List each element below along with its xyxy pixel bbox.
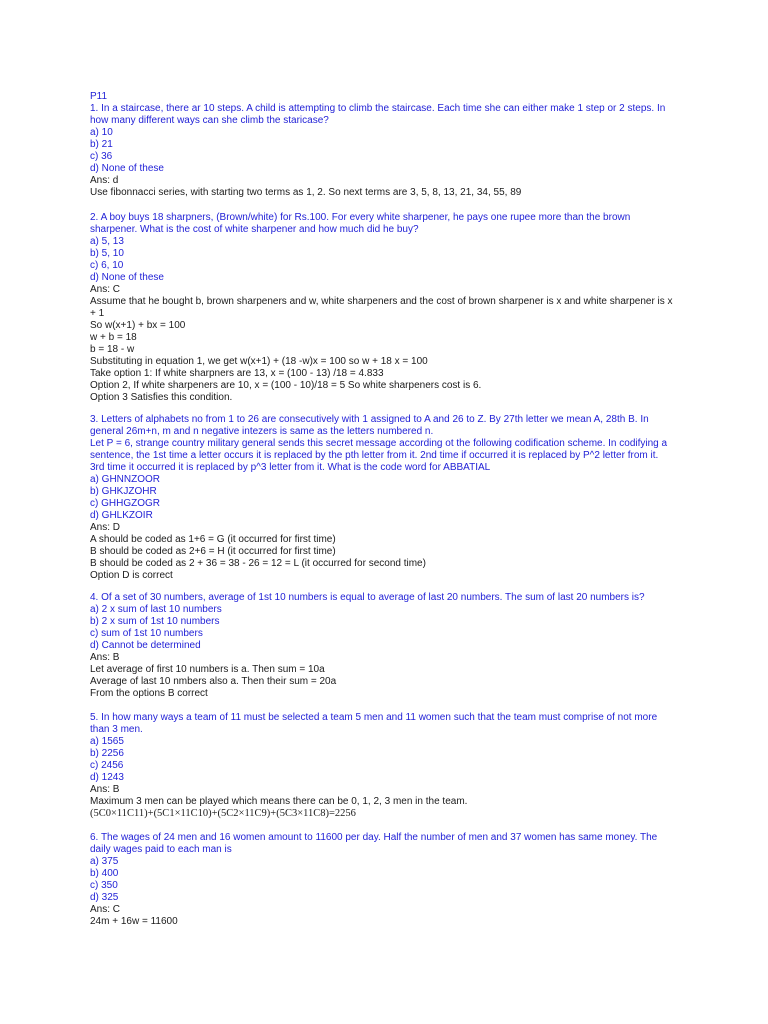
- question-line: a) 1565: [90, 736, 124, 747]
- question-line: a) 2 x sum of last 10 numbers: [90, 604, 222, 615]
- question-line: 3. Letters of alphabets no from 1 to 26 are consecutively with 1 assigned to A and 26 to Z. By 27th letter we mean A, 28th B. In: [90, 414, 649, 425]
- question-block-5: [90, 712, 690, 820]
- answer-line: So w(x+1) + bx = 100: [90, 320, 186, 331]
- answer-line: Option 2, If white sharpeners are 10, x = (100 - 10)/18 = 5 So white sharpeners cost is 6.: [90, 380, 482, 391]
- answer-line: Ans: C: [90, 904, 121, 915]
- answer-line: Assume that he bought b, brown sharpeners and w, white sharpeners and the cost of brown sharpener is x and white sharpener is x: [90, 296, 673, 307]
- answer-line: Option D is correct: [90, 570, 173, 581]
- answer-line: Use fibonnacci series, with starting two terms as 1, 2. So next terms are 3, 5, 8, 13, 21, 34, 55, 89: [90, 187, 522, 198]
- question-line: a) 375: [90, 856, 119, 867]
- question-line: d) 1243: [90, 772, 124, 783]
- question-line: b) 2 x sum of 1st 10 numbers: [90, 616, 220, 627]
- question-line: c) 350: [90, 880, 118, 891]
- question-line: d) GHLKZOIR: [90, 510, 153, 521]
- question-line: 1. In a staircase, there ar 10 steps. A child is attempting to climb the staircase. Each time she can either make 1 step or 2 steps. In: [90, 103, 666, 114]
- answer-line: b = 18 - w: [90, 344, 135, 355]
- question-line: 4. Of a set of 30 numbers, average of 1st 10 numbers is equal to average of last 20 numbers. The sum of last 20 numbers is?: [90, 592, 645, 603]
- answer-line: Ans: D: [90, 522, 121, 533]
- question-line: how many different ways can she climb the staricase?: [90, 115, 329, 126]
- question-line: c) GHHGZOGR: [90, 498, 160, 509]
- answer-line: Ans: C: [90, 284, 121, 295]
- question-line: b) 5, 10: [90, 248, 124, 259]
- question-line: b) 400: [90, 868, 119, 879]
- answer-line: From the options B correct: [90, 688, 208, 699]
- question-line: d) Cannot be determined: [90, 640, 201, 651]
- question-line: b) 21: [90, 139, 113, 150]
- answer-line: Ans: B: [90, 784, 120, 795]
- question-line: general 26m+n, m and n negative intezers is same as the letters numbered n.: [90, 426, 434, 437]
- question-line: 2. A boy buys 18 sharpners, (Brown/white) for Rs.100. For every white sharpener, he pays one rupee more than the brown: [90, 212, 631, 223]
- answer-line: B should be coded as 2+6 = H (it occurred for first time): [90, 546, 336, 557]
- question-block-4: [90, 592, 690, 700]
- question-line: 3rd time it occurred it is replaced by p^3 letter from it. What is the code word for ABBATIAL: [90, 462, 491, 473]
- question-line: Let P = 6, strange country military general sends this secret message according ot the following codification scheme. In codifying a: [90, 438, 668, 449]
- question-line: c) sum of 1st 10 numbers: [90, 628, 203, 639]
- answer-line: Substituting in equation 1, we get w(x+1) + (18 -w)x = 100 so w + 18 x = 100: [90, 356, 428, 367]
- question-line: 6. The wages of 24 men and 16 women amount to 11600 per day. Half the number of men and 37 women has same money. The: [90, 832, 658, 843]
- question-line: c) 6, 10: [90, 260, 124, 271]
- question-line: c) 2456: [90, 760, 124, 771]
- answer-line: w + b = 18: [90, 332, 137, 343]
- question-block-1: [90, 91, 690, 199]
- answer-line: Ans: d: [90, 175, 119, 186]
- question-line: daily wages paid to each man is: [90, 844, 232, 855]
- question-line: than 3 men.: [90, 724, 143, 735]
- question-line: d) None of these: [90, 163, 164, 174]
- question-line: d) 325: [90, 892, 119, 903]
- question-line: sentence, the 1st time a letter occurs it is replaced by the pth letter from it. 2nd time if occurred it is replaced by P^2 letter from it.: [90, 450, 659, 461]
- answer-line: Option 3 Satisfies this condition.: [90, 392, 233, 403]
- question-line: sharpener. What is the cost of white sharpener and how much did he buy?: [90, 224, 419, 235]
- question-line: a) GHNNZOOR: [90, 474, 160, 485]
- answer-line: Ans: B: [90, 652, 120, 663]
- answer-line: Let average of first 10 numbers is a. Then sum = 10a: [90, 664, 325, 675]
- formula-line: (5C0×11C11)+(5C1×11C10)+(5C2×11C9)+(5C3×11C8)=2256: [90, 808, 356, 819]
- question-line: d) None of these: [90, 272, 164, 283]
- answer-line: 24m + 16w = 11600: [90, 916, 178, 927]
- question-line: P11: [90, 91, 108, 102]
- question-block-2: [90, 212, 690, 404]
- question-line: a) 5, 13: [90, 236, 124, 247]
- question-line: 5. In how many ways a team of 11 must be selected a team 5 men and 11 women such that the team must comprise of not more: [90, 712, 658, 723]
- answer-line: B should be coded as 2 + 36 = 38 - 26 = 12 = L (it occurred for second time): [90, 558, 426, 569]
- question-line: c) 36: [90, 151, 113, 162]
- question-line: a) 10: [90, 127, 113, 138]
- question-line: b) GHKJZOHR: [90, 486, 157, 497]
- answer-line: + 1: [90, 308, 105, 319]
- answer-line: A should be coded as 1+6 = G (it occurred for first time): [90, 534, 336, 545]
- question-block-6: [90, 832, 690, 928]
- answer-line: Maximum 3 men can be played which means there can be 0, 1, 2, 3 men in the team.: [90, 796, 468, 807]
- answer-line: Take option 1: If white sharpners are 13, x = (100 - 13) /18 = 4.833: [90, 368, 384, 379]
- question-block-3: [90, 414, 690, 582]
- answer-line: Average of last 10 nmbers also a. Then their sum = 20a: [90, 676, 337, 687]
- question-line: b) 2256: [90, 748, 124, 759]
